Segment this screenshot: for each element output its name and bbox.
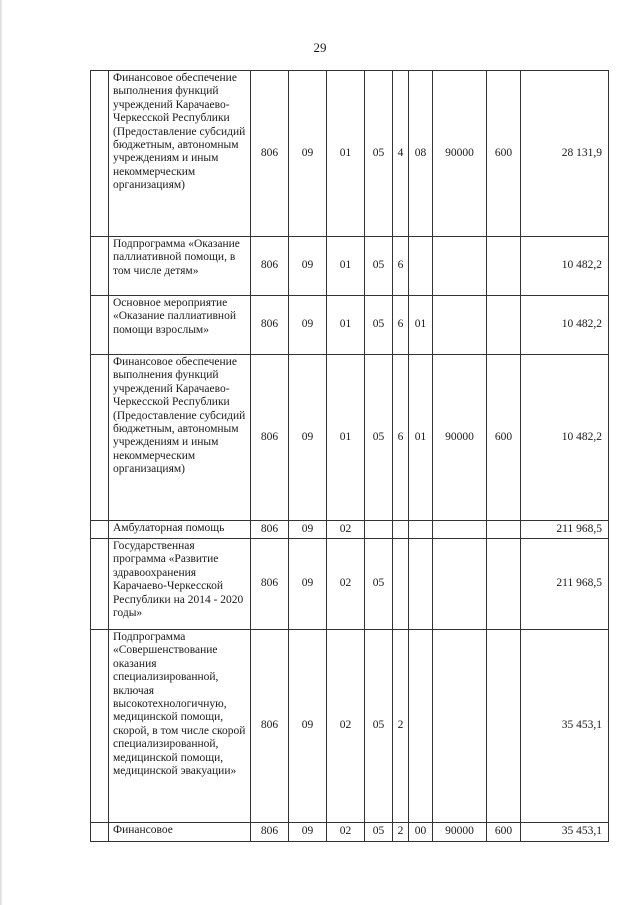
subsection-cell: 01 [327, 296, 365, 355]
section-cell: 09 [289, 71, 327, 237]
expense-type-cell: 600 [487, 71, 521, 237]
ved-cell: 806 [251, 71, 289, 237]
section-cell: 09 [289, 237, 327, 296]
ved-cell: 806 [251, 823, 289, 842]
program-code-cell: 05 [365, 355, 393, 521]
ved-cell: 806 [251, 237, 289, 296]
blank-cell [91, 521, 109, 539]
table-row [91, 296, 609, 355]
amount-cell: 10 482,2 [521, 355, 609, 521]
ved-cell: 806 [251, 296, 289, 355]
program-code-cell: 05 [365, 296, 393, 355]
section-cell: 09 [289, 355, 327, 521]
page-number: 29 [313, 40, 327, 55]
expense-type-cell [487, 539, 521, 630]
event-code-cell [409, 630, 433, 823]
subsection-cell: 01 [327, 237, 365, 296]
table-row [91, 237, 609, 296]
event-code-cell [409, 237, 433, 296]
program-code-cell: 05 [365, 539, 393, 630]
subsection-cell: 01 [327, 355, 365, 521]
section-cell: 09 [289, 296, 327, 355]
direction-code-cell [433, 539, 487, 630]
item-name-cell: Амбулаторная помощь [109, 521, 251, 539]
subprogram-code-cell [393, 539, 409, 630]
program-code-cell: 05 [365, 823, 393, 842]
item-name-cell: Государственная программа «Развитие здравоохранения Карачаево-Черкесской Республики на 2014 - 2020 годы» [109, 539, 251, 630]
item-name-cell: Подпрограмма «Оказание паллиативной помощи, в том числе детям» [109, 237, 251, 296]
blank-cell [91, 823, 109, 842]
amount-cell: 28 131,9 [521, 71, 609, 237]
subprogram-code-cell: 6 [393, 296, 409, 355]
section-cell: 09 [289, 539, 327, 630]
ved-cell: 806 [251, 521, 289, 539]
event-code-cell: 01 [409, 355, 433, 521]
event-code-cell: 01 [409, 296, 433, 355]
section-cell: 09 [289, 823, 327, 842]
amount-cell: 35 453,1 [521, 823, 609, 842]
subprogram-code-cell: 6 [393, 237, 409, 296]
table-row [91, 355, 609, 521]
expense-type-cell [487, 521, 521, 539]
direction-code-cell [433, 521, 487, 539]
direction-code-cell: 90000 [433, 71, 487, 237]
expense-type-cell [487, 630, 521, 823]
direction-code-cell [433, 296, 487, 355]
table-row [91, 630, 609, 823]
item-name-cell: Финансовое [109, 823, 251, 842]
event-code-cell: 08 [409, 71, 433, 237]
program-code-cell: 05 [365, 71, 393, 237]
subprogram-code-cell: 6 [393, 355, 409, 521]
section-cell: 09 [289, 630, 327, 823]
table-row [91, 71, 609, 237]
event-code-cell [409, 539, 433, 630]
amount-cell: 10 482,2 [521, 296, 609, 355]
ved-cell: 806 [251, 355, 289, 521]
subsection-cell: 02 [327, 521, 365, 539]
event-code-cell [409, 521, 433, 539]
ved-cell: 806 [251, 630, 289, 823]
blank-cell [91, 355, 109, 521]
blank-cell [91, 296, 109, 355]
budget-table [90, 70, 609, 842]
subsection-cell: 02 [327, 539, 365, 630]
blank-cell [91, 237, 109, 296]
subprogram-code-cell: 4 [393, 71, 409, 237]
amount-cell: 10 482,2 [521, 237, 609, 296]
direction-code-cell [433, 630, 487, 823]
amount-cell: 211 968,5 [521, 521, 609, 539]
ved-cell: 806 [251, 539, 289, 630]
program-code-cell: 05 [365, 237, 393, 296]
scan-edge-shadow [0, 0, 3, 905]
table-row [91, 539, 609, 630]
subsection-cell: 02 [327, 630, 365, 823]
expense-type-cell [487, 296, 521, 355]
direction-code-cell [433, 237, 487, 296]
blank-cell [91, 539, 109, 630]
item-name-cell: Основное мероприятие «Оказание паллиативной помощи взрослым» [109, 296, 251, 355]
item-name-cell: Подпрограмма «Совершенствование оказания специализированной, включая высокотехнологичную, медицинской помощи, скорой, в том числе скорой специализированной, медицинской помощи, медицинской эвакуации» [109, 630, 251, 823]
expense-type-cell [487, 237, 521, 296]
expense-type-cell: 600 [487, 823, 521, 842]
subsection-cell: 02 [327, 823, 365, 842]
subprogram-code-cell: 2 [393, 630, 409, 823]
direction-code-cell: 90000 [433, 355, 487, 521]
table-row [91, 521, 609, 539]
event-code-cell: 00 [409, 823, 433, 842]
amount-cell: 211 968,5 [521, 539, 609, 630]
expense-type-cell: 600 [487, 355, 521, 521]
subprogram-code-cell [393, 521, 409, 539]
blank-cell [91, 71, 109, 237]
blank-cell [91, 630, 109, 823]
item-name-cell: Финансовое обеспечение выполнения функций учреждений Карачаево-Черкесской Республики (Предоставление субсидий бюджетным, автономным учреждениям и иным некоммерческим организациям) [109, 71, 251, 237]
table-row [91, 823, 609, 842]
direction-code-cell: 90000 [433, 823, 487, 842]
subprogram-code-cell: 2 [393, 823, 409, 842]
section-cell: 09 [289, 521, 327, 539]
item-name-cell: Финансовое обеспечение выполнения функций учреждений Карачаево-Черкесской Республики (Предоставление субсидий бюджетным, автономным учреждениям и иным некоммерческим организациям) [109, 355, 251, 521]
amount-cell: 35 453,1 [521, 630, 609, 823]
program-code-cell: 05 [365, 630, 393, 823]
program-code-cell [365, 521, 393, 539]
subsection-cell: 01 [327, 71, 365, 237]
